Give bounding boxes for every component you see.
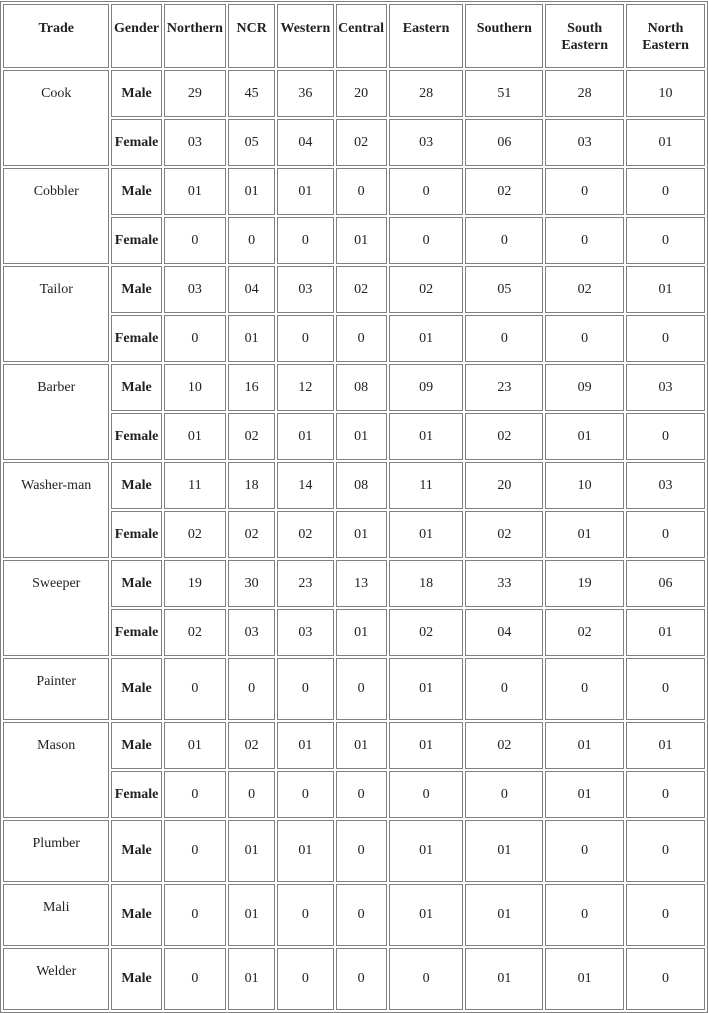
gender-cell: Male — [111, 462, 161, 509]
column-header: South Eastern — [545, 4, 624, 68]
column-header: NCR — [228, 4, 275, 68]
value-cell: 0 — [389, 948, 464, 1010]
value-cell: 28 — [389, 70, 464, 117]
value-cell: 01 — [336, 722, 387, 769]
value-cell: 08 — [336, 462, 387, 509]
value-cell: 05 — [465, 266, 543, 313]
value-cell: 02 — [228, 722, 275, 769]
value-cell: 0 — [626, 948, 705, 1010]
value-cell: 0 — [228, 771, 275, 818]
value-cell: 36 — [277, 70, 333, 117]
value-cell: 0 — [164, 658, 226, 720]
value-cell: 13 — [336, 560, 387, 607]
value-cell: 01 — [389, 658, 464, 720]
gender-cell: Male — [111, 884, 161, 946]
value-cell: 0 — [626, 168, 705, 215]
gender-cell: Male — [111, 560, 161, 607]
value-cell: 01 — [545, 511, 624, 558]
value-cell: 04 — [277, 119, 333, 166]
value-cell: 04 — [228, 266, 275, 313]
value-cell: 02 — [465, 511, 543, 558]
gender-cell: Male — [111, 266, 161, 313]
value-cell: 0 — [626, 217, 705, 264]
value-cell: 03 — [277, 609, 333, 656]
value-cell: 01 — [389, 413, 464, 460]
value-cell: 0 — [626, 511, 705, 558]
value-cell: 01 — [545, 948, 624, 1010]
value-cell: 10 — [164, 364, 226, 411]
gender-cell: Female — [111, 609, 161, 656]
value-cell: 0 — [389, 168, 464, 215]
value-cell: 01 — [164, 722, 226, 769]
value-cell: 0 — [545, 820, 624, 882]
value-cell: 0 — [465, 658, 543, 720]
value-cell: 01 — [626, 722, 705, 769]
value-cell: 0 — [277, 217, 333, 264]
table-body — [3, 70, 705, 1010]
value-cell: 0 — [164, 315, 226, 362]
value-cell: 03 — [626, 364, 705, 411]
trade-name-cell: Tailor — [3, 266, 109, 362]
value-cell: 14 — [277, 462, 333, 509]
column-header: Central — [336, 4, 387, 68]
value-cell: 0 — [228, 217, 275, 264]
value-cell: 03 — [389, 119, 464, 166]
value-cell: 01 — [389, 722, 464, 769]
trade-name-cell: Cobbler — [3, 168, 109, 264]
value-cell: 02 — [545, 266, 624, 313]
value-cell: 51 — [465, 70, 543, 117]
value-cell: 01 — [465, 884, 543, 946]
value-cell: 33 — [465, 560, 543, 607]
value-cell: 01 — [336, 609, 387, 656]
value-cell: 0 — [336, 658, 387, 720]
value-cell: 28 — [545, 70, 624, 117]
gender-cell: Male — [111, 364, 161, 411]
table-row — [3, 266, 705, 313]
value-cell: 01 — [228, 948, 275, 1010]
value-cell: 0 — [164, 884, 226, 946]
gender-cell: Male — [111, 820, 161, 882]
value-cell: 0 — [389, 217, 464, 264]
trade-gender-region-table — [0, 1, 708, 1013]
gender-cell: Male — [111, 948, 161, 1010]
value-cell: 0 — [277, 315, 333, 362]
value-cell: 02 — [465, 413, 543, 460]
value-cell: 0 — [336, 315, 387, 362]
gender-cell: Female — [111, 511, 161, 558]
value-cell: 02 — [336, 266, 387, 313]
trade-name-cell: Cook — [3, 70, 109, 166]
value-cell: 0 — [626, 820, 705, 882]
value-cell: 01 — [336, 413, 387, 460]
value-cell: 10 — [545, 462, 624, 509]
value-cell: 0 — [277, 658, 333, 720]
value-cell: 02 — [336, 119, 387, 166]
value-cell: 0 — [164, 820, 226, 882]
value-cell: 01 — [228, 884, 275, 946]
value-cell: 05 — [228, 119, 275, 166]
gender-cell: Female — [111, 119, 161, 166]
value-cell: 01 — [228, 168, 275, 215]
value-cell: 09 — [389, 364, 464, 411]
value-cell: 06 — [626, 560, 705, 607]
value-cell: 0 — [545, 315, 624, 362]
trade-name-cell: Washer-man — [3, 462, 109, 558]
value-cell: 01 — [336, 511, 387, 558]
value-cell: 0 — [277, 771, 333, 818]
trade-name-cell: Welder — [3, 948, 109, 1010]
value-cell: 0 — [465, 771, 543, 818]
value-cell: 11 — [164, 462, 226, 509]
value-cell: 01 — [164, 413, 226, 460]
value-cell: 0 — [164, 771, 226, 818]
value-cell: 0 — [465, 315, 543, 362]
table-row — [3, 948, 705, 1010]
value-cell: 02 — [164, 609, 226, 656]
value-cell: 0 — [626, 771, 705, 818]
column-header: Southern — [465, 4, 543, 68]
gender-cell: Female — [111, 413, 161, 460]
value-cell: 0 — [545, 884, 624, 946]
value-cell: 01 — [277, 168, 333, 215]
value-cell: 0 — [545, 168, 624, 215]
column-header: Northern — [164, 4, 226, 68]
value-cell: 03 — [626, 462, 705, 509]
value-cell: 23 — [465, 364, 543, 411]
value-cell: 18 — [228, 462, 275, 509]
table-row — [3, 70, 705, 117]
value-cell: 23 — [277, 560, 333, 607]
value-cell: 0 — [389, 771, 464, 818]
value-cell: 0 — [336, 884, 387, 946]
table-row — [3, 168, 705, 215]
trade-name-cell: Barber — [3, 364, 109, 460]
value-cell: 01 — [626, 119, 705, 166]
value-cell: 45 — [228, 70, 275, 117]
trade-name-cell: Painter — [3, 658, 109, 720]
value-cell: 0 — [164, 948, 226, 1010]
column-header: North Eastern — [626, 4, 705, 68]
value-cell: 01 — [389, 884, 464, 946]
value-cell: 01 — [164, 168, 226, 215]
value-cell: 0 — [228, 658, 275, 720]
table-row — [3, 560, 705, 607]
value-cell: 19 — [164, 560, 226, 607]
value-cell: 0 — [626, 658, 705, 720]
value-cell: 01 — [389, 820, 464, 882]
trade-name-cell: Sweeper — [3, 560, 109, 656]
table-row — [3, 658, 705, 720]
value-cell: 01 — [277, 413, 333, 460]
value-cell: 11 — [389, 462, 464, 509]
value-cell: 18 — [389, 560, 464, 607]
gender-cell: Male — [111, 168, 161, 215]
value-cell: 0 — [626, 884, 705, 946]
value-cell: 02 — [389, 609, 464, 656]
value-cell: 01 — [465, 820, 543, 882]
value-cell: 19 — [545, 560, 624, 607]
value-cell: 01 — [277, 722, 333, 769]
table-row — [3, 820, 705, 882]
value-cell: 12 — [277, 364, 333, 411]
column-header: Trade — [3, 4, 109, 68]
value-cell: 0 — [336, 168, 387, 215]
value-cell: 02 — [164, 511, 226, 558]
gender-cell: Female — [111, 217, 161, 264]
value-cell: 20 — [336, 70, 387, 117]
value-cell: 0 — [626, 315, 705, 362]
value-cell: 0 — [336, 771, 387, 818]
table-row — [3, 722, 705, 769]
value-cell: 0 — [164, 217, 226, 264]
value-cell: 01 — [336, 217, 387, 264]
value-cell: 01 — [626, 266, 705, 313]
table-row — [3, 462, 705, 509]
trade-name-cell: Mali — [3, 884, 109, 946]
value-cell: 01 — [277, 820, 333, 882]
value-cell: 01 — [626, 609, 705, 656]
value-cell: 0 — [277, 948, 333, 1010]
value-cell: 02 — [228, 511, 275, 558]
value-cell: 10 — [626, 70, 705, 117]
trade-name-cell: Plumber — [3, 820, 109, 882]
value-cell: 0 — [545, 658, 624, 720]
value-cell: 03 — [277, 266, 333, 313]
column-header: Gender — [111, 4, 161, 68]
value-cell: 0 — [545, 217, 624, 264]
value-cell: 09 — [545, 364, 624, 411]
value-cell: 02 — [389, 266, 464, 313]
value-cell: 0 — [336, 820, 387, 882]
value-cell: 03 — [545, 119, 624, 166]
value-cell: 02 — [277, 511, 333, 558]
gender-cell: Male — [111, 722, 161, 769]
value-cell: 0 — [465, 217, 543, 264]
value-cell: 0 — [336, 948, 387, 1010]
value-cell: 03 — [228, 609, 275, 656]
value-cell: 03 — [164, 119, 226, 166]
trade-name-cell: Mason — [3, 722, 109, 818]
gender-cell: Female — [111, 315, 161, 362]
value-cell: 16 — [228, 364, 275, 411]
gender-cell: Male — [111, 70, 161, 117]
value-cell: 02 — [465, 722, 543, 769]
value-cell: 01 — [545, 722, 624, 769]
value-cell: 30 — [228, 560, 275, 607]
value-cell: 04 — [465, 609, 543, 656]
value-cell: 03 — [164, 266, 226, 313]
value-cell: 02 — [228, 413, 275, 460]
value-cell: 08 — [336, 364, 387, 411]
value-cell: 01 — [545, 771, 624, 818]
value-cell: 01 — [389, 511, 464, 558]
value-cell: 0 — [277, 884, 333, 946]
gender-cell: Female — [111, 771, 161, 818]
value-cell: 01 — [389, 315, 464, 362]
value-cell: 01 — [228, 315, 275, 362]
value-cell: 0 — [626, 413, 705, 460]
table-row — [3, 884, 705, 946]
value-cell: 29 — [164, 70, 226, 117]
gender-cell: Male — [111, 658, 161, 720]
table-row — [3, 364, 705, 411]
value-cell: 01 — [228, 820, 275, 882]
value-cell: 02 — [545, 609, 624, 656]
column-header: Eastern — [389, 4, 464, 68]
value-cell: 02 — [465, 168, 543, 215]
column-header: Western — [277, 4, 333, 68]
value-cell: 06 — [465, 119, 543, 166]
value-cell: 01 — [465, 948, 543, 1010]
header-row — [3, 4, 705, 68]
value-cell: 01 — [545, 413, 624, 460]
value-cell: 20 — [465, 462, 543, 509]
